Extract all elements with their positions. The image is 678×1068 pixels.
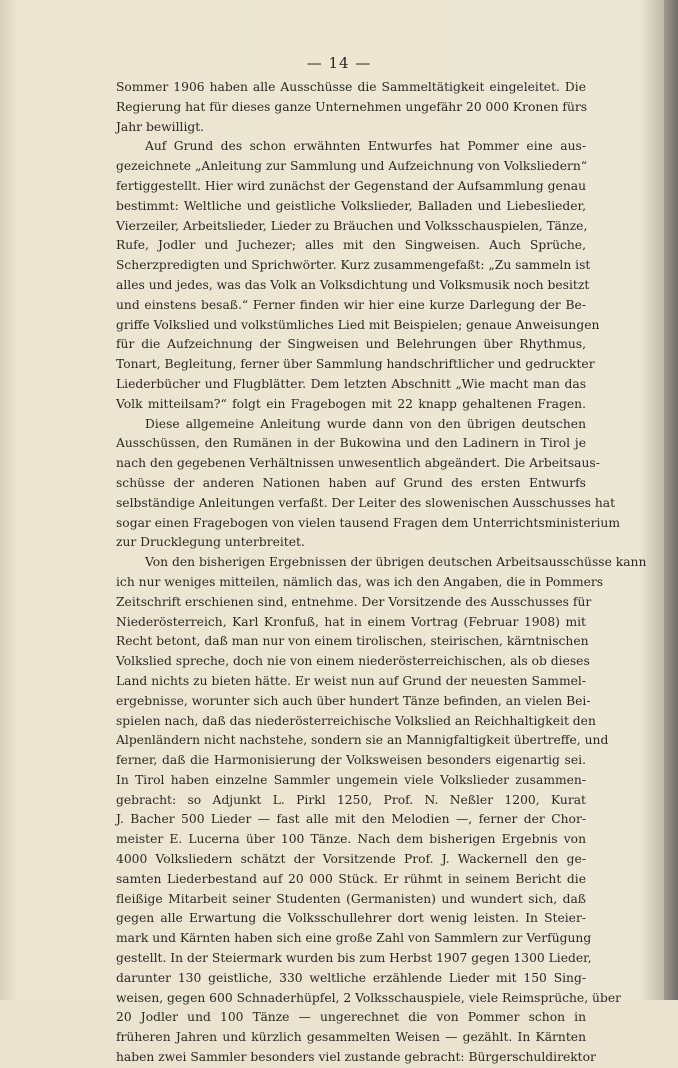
text-line: darunter 130 geistliche, 330 weltliche erzählende Lieder mit 150 Sing-	[116, 970, 586, 985]
text-line: Sommer 1906 haben alle Ausschüsse die Sammeltätigkeit eingeleitet. Die	[116, 80, 586, 94]
text-line: Zeitschrift erschienen sind, entnehme. Der Vorsitzende des Ausschusses für	[116, 594, 592, 609]
text-line: bestimmt: Weltliche und geistliche Volkslieder, Balladen und Liebeslieder,	[116, 198, 586, 213]
text-line: ich nur weniges mitteilen, nämlich das, was ich den Angaben, die in Pommers	[116, 574, 604, 589]
text-line: früheren Jahren und kürzlich gesammelten Weisen — gezählt. In Kärnten	[116, 1030, 586, 1045]
body-text	[116, 78, 647, 1068]
text-line: sogar einen Fragebogen von vielen tausend Fragen dem Unterrichtsministerium	[116, 515, 620, 530]
scan-shadow-edge	[664, 0, 678, 1000]
text-line: ergebnisse, worunter sich auch über hundert Tänze befinden, an vielen Bei-	[116, 693, 591, 708]
text-line: Rufe, Jodler und Juchezer; alles mit den Singweisen. Auch Sprüche,	[116, 238, 586, 253]
text-line: gegen alle Erwartung die Volksschullehrer dort wenig leisten. In Steier-	[116, 911, 586, 926]
text-line: gestellt. In der Steiermark wurden bis zum Herbst 1907 gegen 1300 Lieder,	[116, 951, 592, 966]
text-line: 4000 Volksliedern schätzt der Vorsitzende Prof. J. Wackernell den ge-	[116, 852, 586, 867]
text-line: 20 Jodler und 100 Tänze — ungerechnet die von Pommer schon in	[116, 1010, 586, 1025]
text-line: Auf Grund des schon erwähnten Entwurfes hat Pommer eine aus-	[145, 139, 586, 154]
text-line: In Tirol haben einzelne Sammler ungemein viele Volkslieder zusammen-	[116, 772, 586, 787]
text-line: Regierung hat für dieses ganze Unternehmen ungefähr 20 000 Kronen fürs	[116, 99, 588, 114]
text-line: Volk mitteilsam?“ folgt ein Fragebogen mit 22 knapp gehaltenen Fragen.	[116, 396, 586, 411]
text-line: Alpenländern nicht nachstehe, sondern sie an Mannigfaltigkeit übertreffe, und	[116, 733, 609, 748]
text-line: fleißige Mitarbeit seiner Studenten (Germanisten) und wundert sich, daß	[116, 891, 586, 906]
text-line: selbständige Anleitungen verfaßt. Der Leiter des slowenischen Ausschusses hat	[116, 495, 616, 510]
text-line: meister E. Lucerna über 100 Tänze. Nach dem bisherigen Ergebnis von	[116, 832, 586, 847]
text-line: Land nichts zu bieten hätte. Er weist nun auf Grund der neuesten Sammel-	[116, 673, 586, 688]
text-line: nach den gegebenen Verhältnissen unwesentlich abgeändert. Die Arbeitsaus-	[116, 456, 600, 471]
text-line: weisen, gegen 600 Schnaderhüpfel, 2 Volksschauspiele, viele Reimsprüche, über	[116, 990, 621, 1005]
text-line: zur Drucklegung unterbreitet.	[116, 535, 305, 550]
text-line: Volkslied spreche, doch nie von einem niederösterreichischen, als ob dieses	[116, 654, 590, 669]
text-line: für die Aufzeichnung der Singweisen und Belehrungen über Rhythmus,	[116, 337, 586, 352]
text-line: gezeichnete „Anleitung zur Sammlung und Aufzeichnung von Volksliedern“	[116, 159, 588, 174]
text-line: ferner, daß die Harmonisierung der Volksweisen besonders eigenartig sei.	[116, 753, 586, 768]
text-line: Vierzeiler, Arbeitslieder, Lieder zu Bräuchen und Volksschauspielen, Tänze,	[116, 218, 588, 233]
text-line: mark und Kärnten haben sich eine große Zahl von Sammlern zur Verfügung	[116, 931, 592, 946]
text-line: Niederösterreich, Karl Kronfuß, hat in einem Vortrag (Februar 1908) mit	[116, 614, 586, 629]
text-line: Jahr bewilligt.	[116, 119, 205, 134]
text-line: Von den bisherigen Ergebnissen der übrigen deutschen Arbeitsausschüsse kann	[145, 555, 647, 570]
text-line: samten Liederbestand auf 20 000 Stück. Er rühmt in seinem Bericht die	[116, 871, 586, 886]
text-line: und einstens besaß.“ Ferner finden wir hier eine kurze Darlegung der Be-	[116, 297, 586, 312]
text-line: spielen nach, daß das niederösterreichische Volkslied an Reichhaltigkeit den	[116, 713, 596, 728]
page-number: — 14 —	[306, 54, 372, 72]
text-line: schüsse der anderen Nationen haben auf Grund des ersten Entwurfs	[116, 475, 586, 490]
text-line: haben zwei Sammler besonders viel zustande gebracht: Bürgerschuldirektor	[116, 1050, 596, 1065]
text-line: griffe Volkslied und volkstümliches Lied mit Beispielen; genaue Anweisungen	[116, 317, 600, 332]
text-line: fertiggestellt. Hier wird zunächst der Gegenstand der Aufsammlung genau	[116, 178, 586, 193]
text-line: Ausschüssen, den Rumänen in der Bukowina und den Ladinern in Tirol je	[116, 436, 586, 451]
text-line: Liederbücher und Flugblätter. Dem letzten Abschnitt „Wie macht man das	[116, 376, 586, 391]
text-line: Recht betont, daß man nur von einem tirolischen, steirischen, kärntnischen	[116, 634, 589, 649]
text-line: Scherzpredigten und Sprichwörter. Kurz zusammengefaßt: „Zu sammeln ist	[116, 258, 591, 273]
text-line: Tonart, Begleitung, ferner über Sammlung handschriftlicher und gedruckter	[116, 357, 595, 372]
text-line: gebracht: so Adjunkt L. Pirkl 1250, Prof. N. Neßler 1200, Kurat	[116, 792, 586, 807]
text-line: alles und jedes, was das Volk an Volksdichtung und Volksmusik noch besitzt	[116, 277, 590, 292]
text-line: Diese allgemeine Anleitung wurde dann von den übrigen deutschen	[145, 416, 586, 431]
text-line: J. Bacher 500 Lieder — fast alle mit den Melodien —, ferner der Chor-	[116, 812, 586, 827]
